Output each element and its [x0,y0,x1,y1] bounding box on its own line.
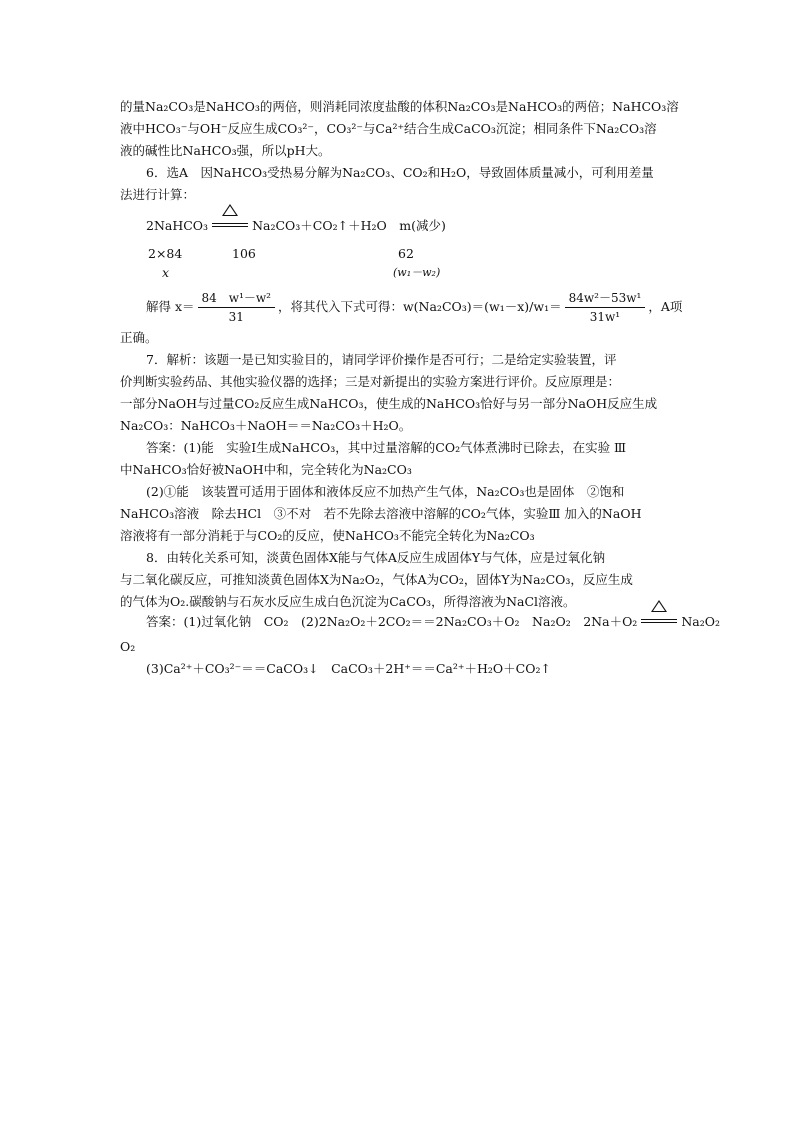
text-line: NaHCO₃溶液 除去HCl ③不对 若不先除去溶液中溶解的CO₂气体，实验Ⅲ 加入的NaOH [120,506,642,521]
text-line: O₂ [120,639,136,654]
text-line: (2)①能 该装置可适用于固体和液体反应不加热产生气体，Na₂CO₃也是固体 ②饱和 [146,484,625,499]
heat-condition-sign [212,218,248,232]
solution-text: ，将其代入下式可得：w(Na₂CO₃)＝(w₁－x)/w₁＝ [277,299,562,314]
q8-heading: 8．由转化关系可知，淡黄色固体X能与气体A反应生成固体Y与气体，应是过氧化钠 [146,550,606,565]
text-line: 的气体为O₂.碳酸钠与石灰水反应生成白色沉淀为CaCO₃，所得溶液为NaCl溶液。 [120,594,576,609]
numerator: 84 w¹－w² [198,291,275,308]
answer-text: Na₂O₂ [681,614,720,629]
fraction [198,291,275,324]
equation-left: 2NaHCO₃ [146,218,209,233]
mass-ratio: 106 [232,246,256,261]
solution-text: 解得 x＝ [146,299,195,314]
text-line: (3)Ca²⁺＋CO₃²⁻＝＝CaCO₃↓ CaCO₃＋2H⁺＝＝Ca²⁺＋H₂O＋CO₂↑ [146,661,551,676]
text-line: 一部分NaOH与过量CO₂反应生成NaHCO₃，使生成的NaHCO₃恰好与另一部分NaOH反应生成 [120,396,658,411]
q6-heading: 6．选A 因NaHCO₃受热易分解为Na₂CO₃、CO₂和H₂O，导致固体质量减小，可利用差量 [146,165,654,180]
unknown-x: x [162,265,170,280]
heat-condition-sign [641,614,677,628]
text-line: 法进行计算： [120,187,196,202]
mass-ratio: 2×84 [148,246,183,261]
text-line: Na₂CO₃：NaHCO₃＋NaOH＝＝Na₂CO₃＋H₂O。 [120,418,412,433]
fraction [565,291,646,324]
solution-text: ，A项 [648,299,683,314]
denominator: 31w¹ [589,310,621,324]
answer-text: 答案：(1)过氧化钠 CO₂ (2)2Na₂O₂＋2CO₂＝＝2Na₂CO₃＋O₂ Na₂O₂ 2Na＋O₂ [146,614,638,629]
text-line: 的量Na₂CO₃是NaHCO₃的两倍，则消耗同浓度盐酸的体积Na₂CO₃是NaHCO₃的两倍；NaHCO₃溶 [120,99,679,114]
q6-solution [146,288,682,326]
text-line: 液的碱性比NaHCO₃强，所以pH大。 [120,143,331,158]
q8-answer [146,614,720,630]
text-line: 正确。 [120,330,158,345]
mass-ratio: 62 [398,246,414,261]
text-line: 价判断实验药品、其他实验仪器的选择；三是对新提出的实验方案进行评价。反应原理是： [120,374,621,389]
q7-answer: 答案：(1)能 实验Ⅰ生成NaHCO₃，其中过量溶解的CO₂气体煮沸时已除去，在实验 Ⅲ [146,440,627,455]
q6-equation [146,218,446,234]
text-line: 液中HCO₃⁻与OH⁻反应生成CO₃²⁻，CO₃²⁻与Ca²⁺结合生成CaCO₃沉淀；相同条件下Na₂CO₃溶 [120,121,657,136]
text-line: 与二氧化碳反应，可推知淡黄色固体X为Na₂O₂，气体A为CO₂，固体Y为Na₂CO₃，反应生成 [120,572,633,587]
equation-right: Na₂CO₃＋CO₂↑＋H₂O m(减少) [252,218,446,233]
denominator: 31 [228,310,244,324]
text-line: 溶液将有一部分消耗于与CO₂的反应，使NaHCO₃不能完全转化为Na₂CO₃ [120,528,535,543]
numerator: 84w²－53w¹ [565,291,646,308]
text-line: 中NaHCO₃恰好被NaOH中和，完全转化为Na₂CO₃ [120,462,412,477]
mass-difference: (w₁－w₂) [393,266,441,279]
q7-heading: 7．解析：该题一是已知实验目的，请同学评价操作是否可行；二是给定实验装置，评 [146,352,617,367]
